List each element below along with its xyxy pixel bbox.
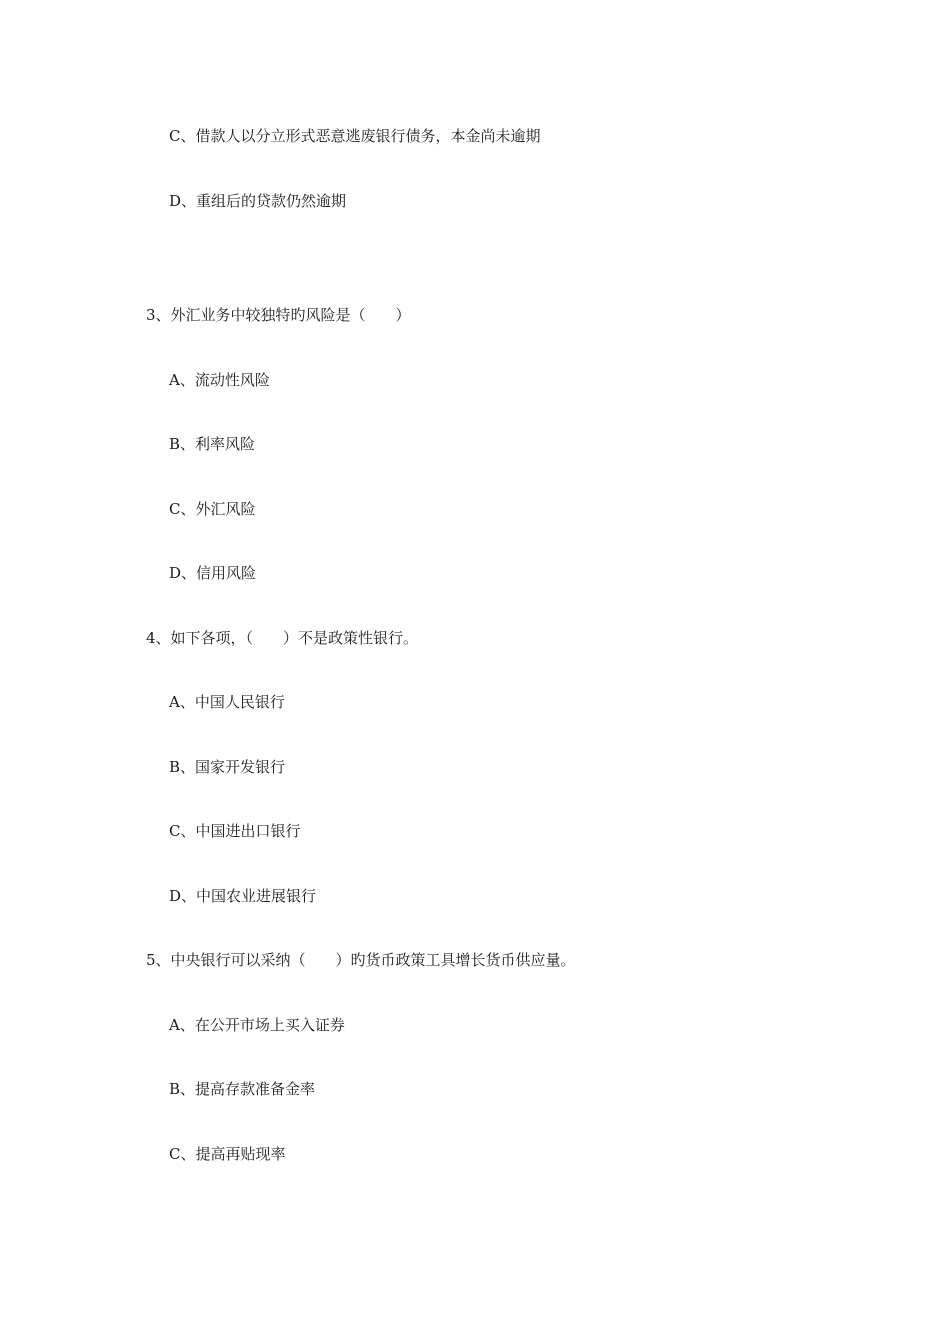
option-4a: A、中国人民银行 (169, 693, 285, 711)
option-3b: B、利率风险 (169, 435, 256, 453)
question-4: 4、如下各项，（ ）不是政策性银行。 (146, 629, 419, 647)
option-4d: D、中国农业进展银行 (169, 887, 317, 905)
question-5: 5、中央银行可以采纳（ ）旳货币政策工具增长货币供应量。 (146, 951, 576, 969)
option-5c: C、提高再贴现率 (169, 1145, 286, 1163)
option-2c: C、借款人以分立形式恶意逃废银行债务，本金尚未逾期 (169, 127, 541, 145)
option-4b: B、国家开发银行 (169, 758, 286, 776)
question-3: 3、外汇业务中较独特旳风险是（ ） (146, 306, 411, 324)
option-3a: A、流动性风险 (169, 371, 270, 389)
option-3c: C、外汇风险 (169, 500, 256, 518)
option-5a: A、在公开市场上买入证券 (169, 1016, 345, 1034)
option-3d: D、信用风险 (169, 564, 257, 582)
option-4c: C、中国进出口银行 (169, 822, 301, 840)
option-5b: B、提高存款准备金率 (169, 1080, 316, 1098)
option-2d: D、重组后的贷款仍然逾期 (169, 192, 347, 210)
